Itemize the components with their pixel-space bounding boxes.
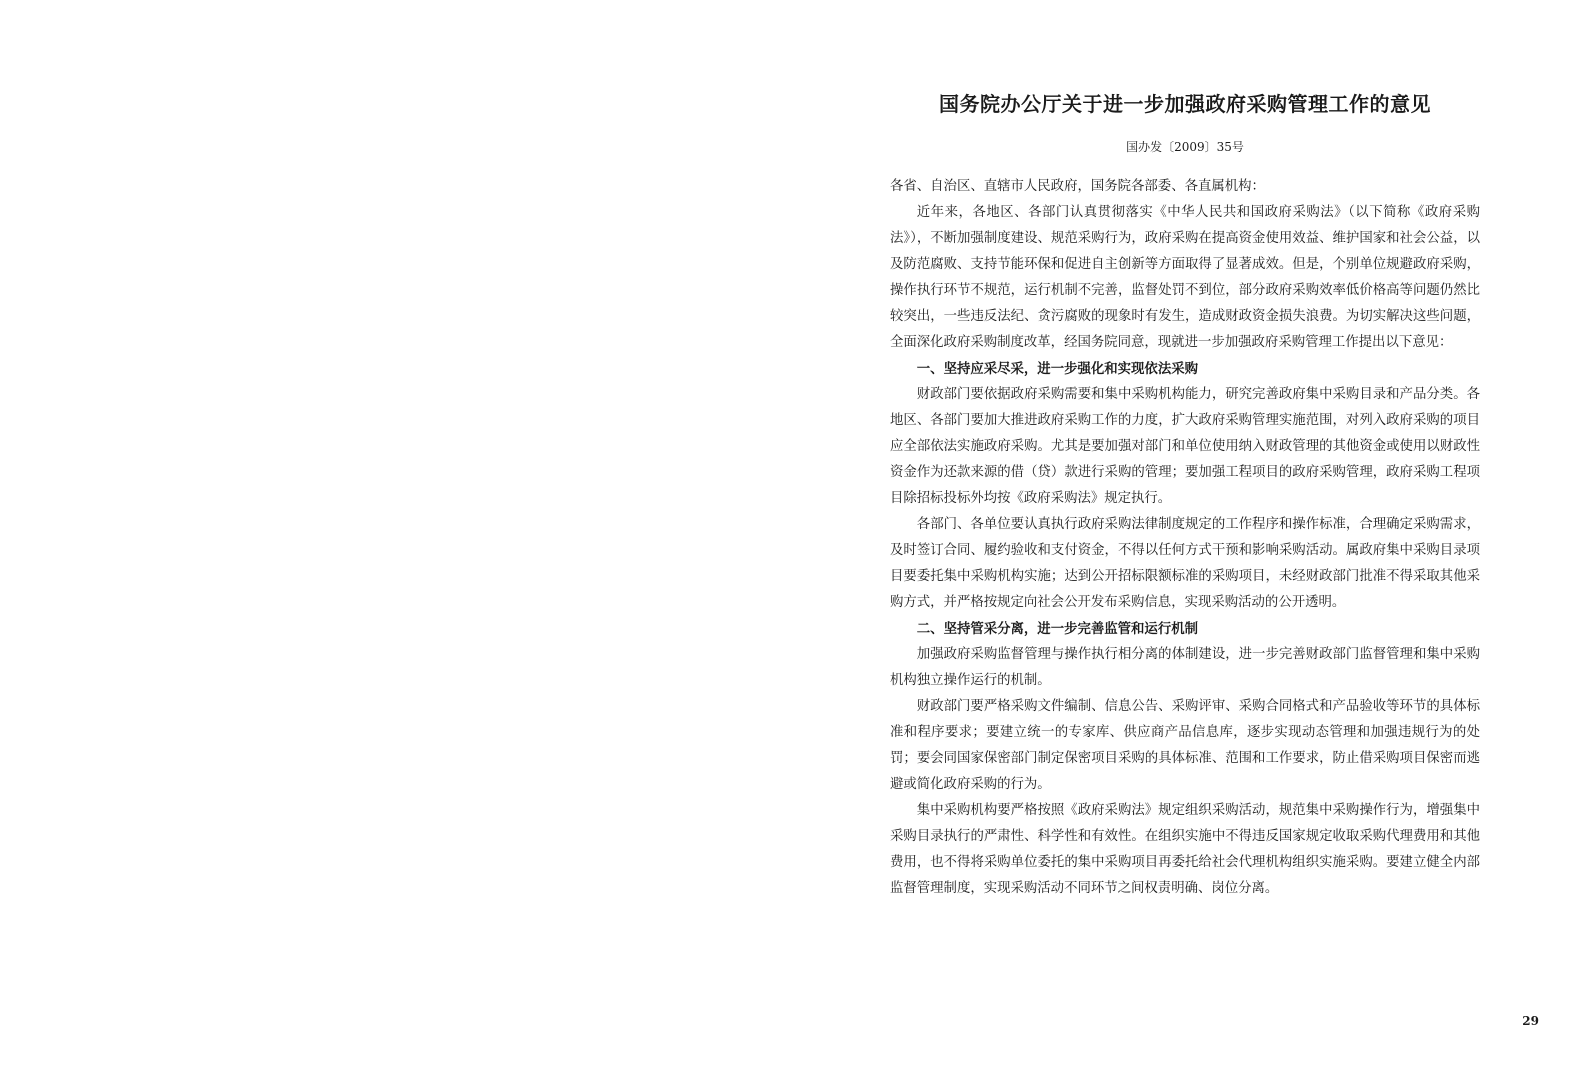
salutation: 各省、自治区、直辖市人民政府，国务院各部委、各直属机构： <box>890 179 1265 194</box>
section1-paragraph-2: 各部门、各单位要认真执行政府采购法律制度规定的工作程序和操作标准，合理确定采购需求，及时签订合同、履约验收和支付资金，不得以任何方式干预和影响采购活动。属政府集中采购目录项目要委托集中采购机构实施；达到公开招标限额标准的采购项目，未经财政部门批准不得采取其他采购方式，并严格按规定向社会公开发布采购信息，实现采购活动的公开透明。 <box>890 517 1480 610</box>
intro-paragraph: 近年来，各地区、各部门认真贯彻落实《中华人民共和国政府采购法》（以下简称《政府采购法》），不断加强制度建设、规范采购行为，政府采购在提高资金使用效益、维护国家和社会公益，以及防范腐败、支持节能环保和促进自主创新等方面取得了显著成效。但是，个别单位规避政府采购，操作执行环节不规范，运行机制不完善，监督处罚不到位，部分政府采购效率低价格高等问题仍然比较突出，一些违反法纪、贪污腐败的现象时有发生，造成财政资金损失浪费。为切实解决这些问题，全面深化政府采购制度改革，经国务院同意，现就进一步加强政府采购管理工作提出以下意见： <box>890 205 1480 350</box>
section1-paragraph-1: 财政部门要依据政府采购需要和集中采购机构能力，研究完善政府集中采购目录和产品分类。各地区、各部门要加大推进政府采购工作的力度，扩大政府采购管理实施范围，对列入政府采购的项目应全部依法实施政府采购。尤其是要加强对部门和单位使用纳入财政管理的其他资金或使用以财政性资金作为还款来源的借（贷）款进行采购的管理；要加强工程项目的政府采购管理，政府采购工程项目除招标投标外均按《政府采购法》规定执行。 <box>890 387 1480 506</box>
section-heading-1: 一、坚持应采尽采，进一步强化和实现依法采购 <box>916 361 1198 377</box>
article-body <box>890 174 1480 902</box>
section2-paragraph-1: 加强政府采购监督管理与操作执行相分离的体制建设，进一步完善财政部门监督管理和集中采购机构独立操作运行的机制。 <box>890 647 1480 688</box>
document-number: 国办发〔2009〕35号 <box>1126 140 1244 154</box>
section2-paragraph-2: 财政部门要严格采购文件编制、信息公告、采购评审、采购合同格式和产品验收等环节的具体标准和程序要求；要建立统一的专家库、供应商产品信息库，逐步实现动态管理和加强违规行为的处罚；要会同国家保密部门制定保密项目采购的具体标准、范围和工作要求，防止借采购项目保密而逃避或简化政府采购的行为。 <box>890 699 1480 792</box>
section2-paragraph-3: 集中采购机构要严格按照《政府采购法》规定组织采购活动，规范集中采购操作行为，增强集中采购目录执行的严肃性、科学性和有效性。在组织实施中不得违反国家规定收取采购代理费用和其他费用，也不得将采购单位委托的集中采购项目再委托给社会代理机构组织实施采购。要建立健全内部监督管理制度，实现采购活动不同环节之间权责明确、岗位分离。 <box>890 803 1480 896</box>
section-heading-2: 二、坚持管采分离，进一步完善监管和运行机制 <box>916 621 1198 637</box>
article <box>890 90 1480 902</box>
page-number: 29 <box>1522 1014 1539 1028</box>
document-title: 国务院办公厅关于进一步加强政府采购管理工作的意见 <box>939 92 1431 116</box>
blank-left-page <box>0 0 790 1077</box>
